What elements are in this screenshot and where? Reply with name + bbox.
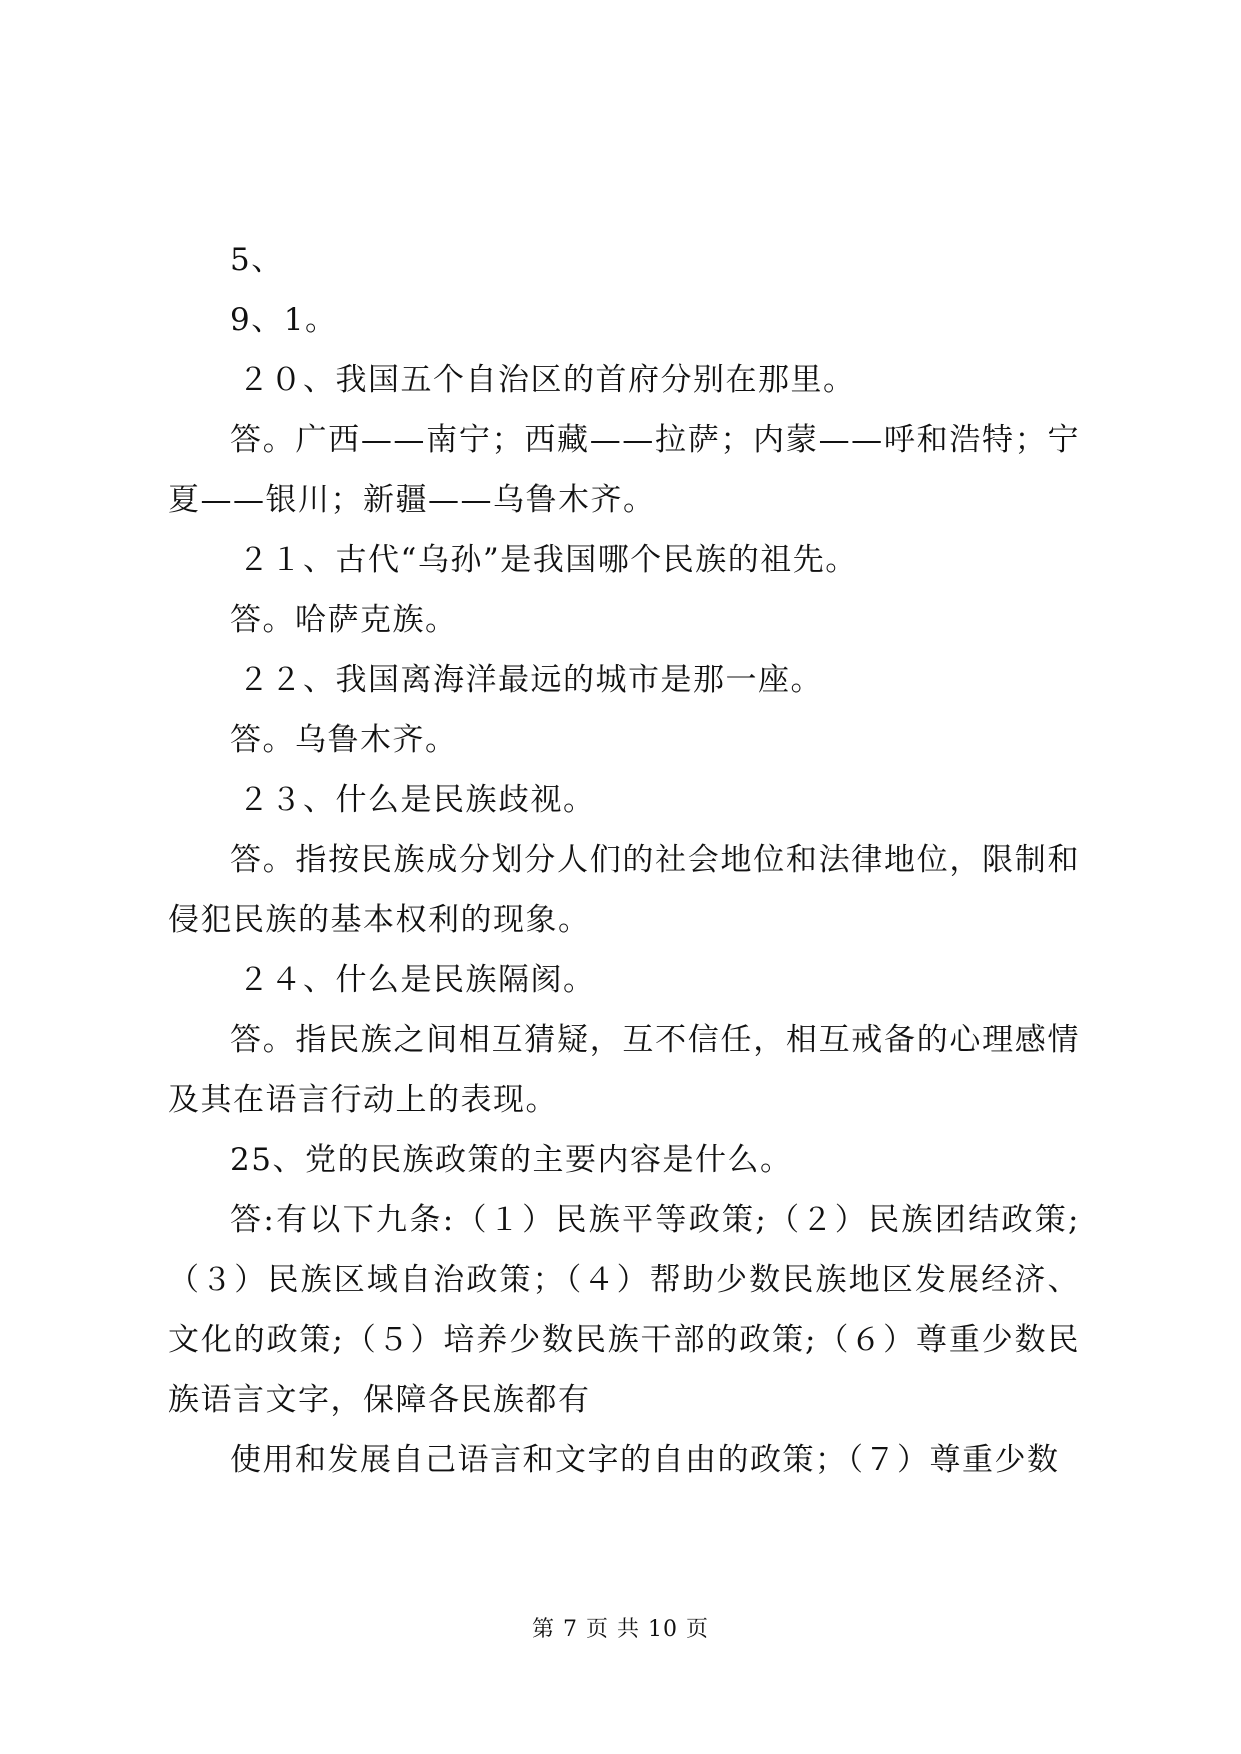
paragraph-fragment-9-1: 9、1。 [230,302,338,338]
answer-22: 答。乌鲁木齐。 [230,722,458,758]
question-20: ２０、我国五个自治区的首府分别在那里。 [238,362,856,398]
paragraph-fragment-5: 5、 [230,242,284,278]
answer-25: 答:有以下九条:（１）民族平等政策;（２）民族团结政策;（３）民族区域自治政策；（４）帮助少数民族地区发展经济、文化的政策;（５）培养少数民族干部的政策;（６）尊重少数民族语言文字，保障各民族都有 [168,1202,1080,1418]
answer-25-continued: 使用和发展自己语言和文字的自由的政策；（７）尊重少数 [230,1442,1060,1478]
question-22: ２２、我国离海洋最远的城市是那一座。 [238,662,823,698]
document-body [168,230,1080,1490]
question-25: 25、党的民族政策的主要内容是什么。 [230,1142,793,1178]
question-23: ２３、什么是民族歧视。 [238,782,596,818]
answer-23: 答。指按民族成分划分人们的社会地位和法律地位，限制和侵犯民族的基本权利的现象。 [168,842,1080,938]
answer-24: 答。指民族之间相互猜疑，互不信任，相互戒备的心理感情及其在语言行动上的表现。 [168,1022,1080,1118]
question-24: ２４、什么是民族隔阂。 [238,962,596,998]
page-footer: 第 7 页 共 10 页 [532,1617,709,1642]
question-21: ２１、古代“乌孙”是我国哪个民族的祖先。 [238,542,858,578]
answer-21: 答。哈萨克族。 [230,602,458,638]
answer-20: 答。广西——南宁；西藏——拉萨；内蒙——呼和浩特；宁夏——银川；新疆——乌鲁木齐。 [168,422,1080,518]
